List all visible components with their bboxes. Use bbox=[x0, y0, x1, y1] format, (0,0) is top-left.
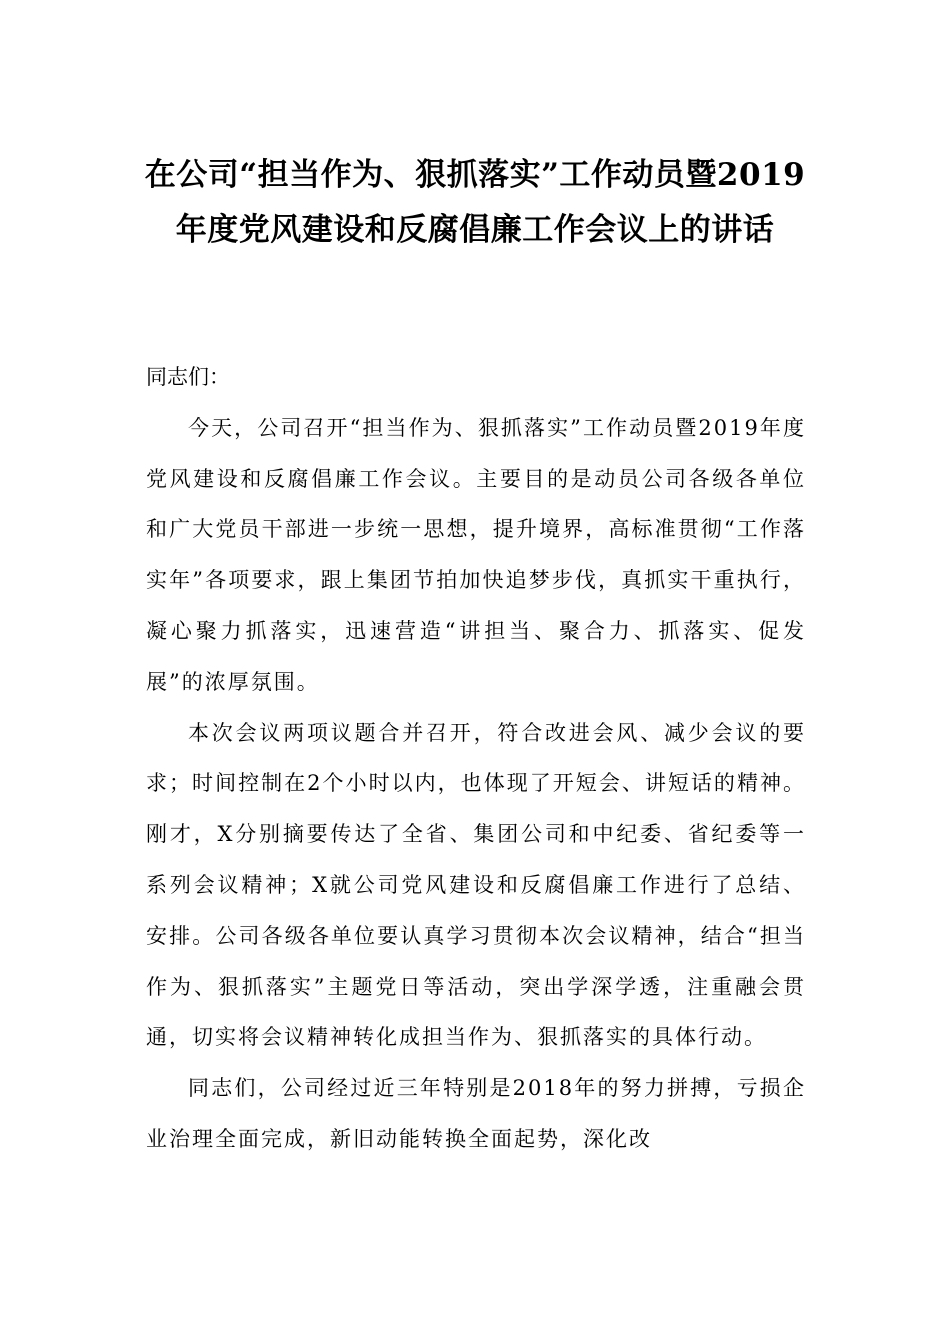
paragraph-2: 本次会议两项议题合并召开，符合改进会风、减少会议的要求；时间控制在2个小时以内，也体现了开短会、讲短话的精神。刚才，X分别摘要传达了全省、集团公司和中纪委、省纪委等一系列会议精神；X就公司党风建设和反腐倡廉工作进行了总结、安排。公司各级各单位要认真学习贯彻本次会议精神，结合“担当作为、狠抓落实”主题党日等活动，突出学深学透，注重融会贯通，切实将会议精神转化成担当作为、狠抓落实的具体行动。 bbox=[146, 720, 806, 1050]
paragraph-1: 今天，公司召开“担当作为、狠抓落实”工作动员暨2019年度党风建设和反腐倡廉工作会议。主要目的是动员公司各级各单位和广大党员干部进一步统一思想，提升境界，高标准贯彻“工作落实年”各项要求，跟上集团节拍加快追梦步伐，真抓实干重执行，凝心聚力抓落实，迅速营造“讲担当、聚合力、抓落实、促发展”的浓厚氛围。 bbox=[146, 415, 806, 694]
paragraph-3: 同志们，公司经过近三年特别是2018年的努力拼搏，亏损企业治理全面完成，新旧动能转换全面起势，深化改 bbox=[146, 1076, 806, 1151]
document-title: 在公司“担当作为、狠抓落实”工作动员暨2019年度党风建设和反腐倡廉工作会议上的讲话 bbox=[144, 157, 806, 248]
document-body bbox=[146, 352, 806, 1165]
salutation: 同志们： bbox=[146, 365, 230, 389]
